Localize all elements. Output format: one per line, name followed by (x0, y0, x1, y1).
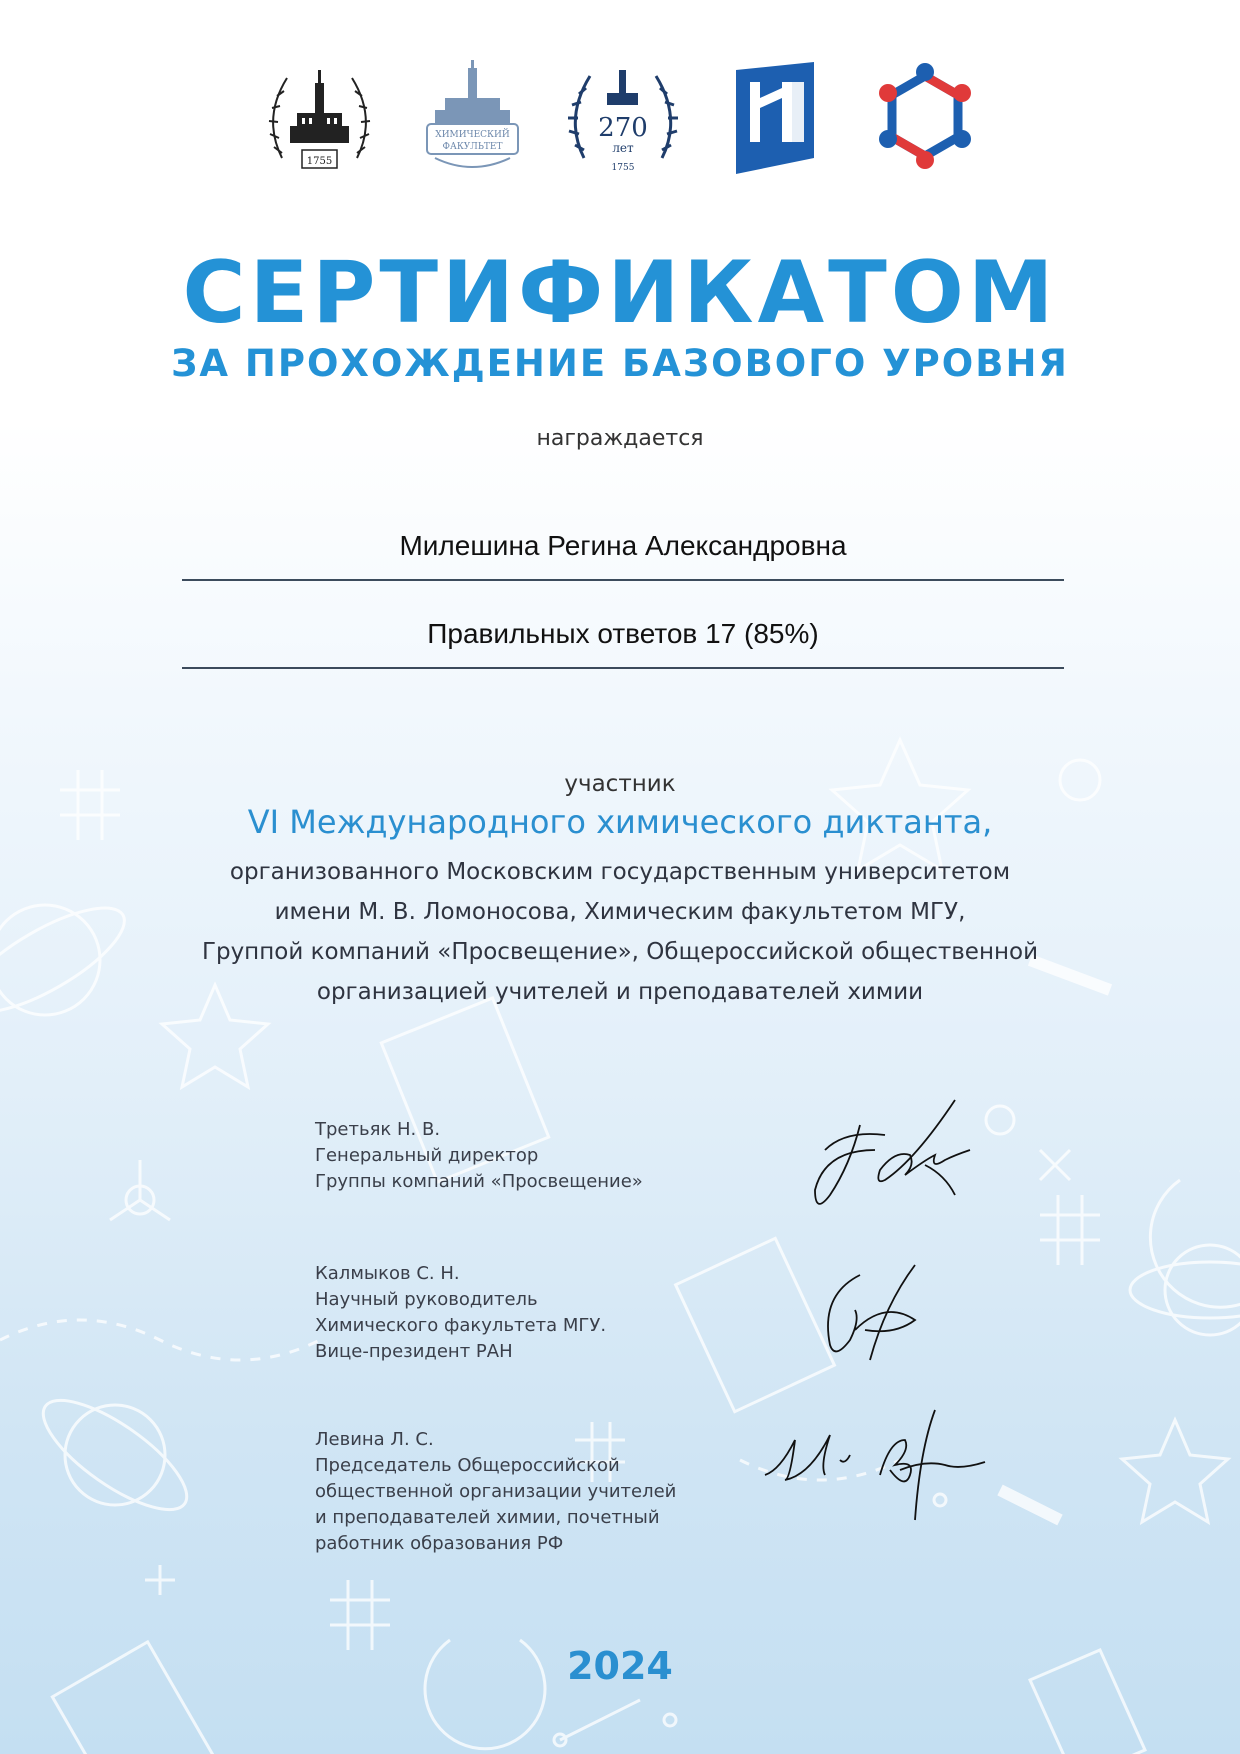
name-underline (182, 579, 1064, 581)
signatory-position: общественной организации учителей (315, 1481, 677, 1502)
organizers-line: организацией учителей и преподавателей химии (316, 979, 924, 1005)
signatory-position: Группы компаний «Просвещение» (315, 1171, 643, 1192)
signature-kalmykov (815, 1260, 935, 1380)
signatory-kalmykov (315, 1261, 606, 1365)
event-name: VI Международного химического диктанта, (247, 803, 993, 841)
signatory-position: Химического факультета МГУ. (315, 1315, 607, 1336)
msu-emblem-logo (262, 58, 377, 178)
svg-text:ФАКУЛЬТЕТ: ФАКУЛЬТЕТ (442, 142, 503, 152)
signatory-tretyak (315, 1117, 643, 1195)
signatory-levina (315, 1427, 676, 1557)
organizers-line: организованного Московским государственным университетом (229, 859, 1011, 885)
score-text: Правильных ответов 17 (85%) (427, 618, 819, 649)
score-underline (182, 667, 1064, 669)
svg-text:270: 270 (598, 113, 648, 143)
signatory-position: и преподавателей химии, почетный (315, 1507, 660, 1528)
organizers-line: имени М. В. Ломоносова, Химическим факультетом МГУ, (274, 899, 966, 925)
signature-tretyak (805, 1095, 980, 1215)
certificate-subtitle: ЗА ПРОХОЖДЕНИЕ БАЗОВОГО УРОВНЯ (171, 342, 1069, 385)
organizers-text (0, 852, 1240, 1012)
signatory-position: Научный руководитель (315, 1289, 538, 1310)
signatory-position: Генеральный директор (315, 1145, 539, 1166)
svg-text:1755: 1755 (611, 163, 635, 173)
participant-label: участник (564, 771, 676, 797)
organizers-line: Группой компаний «Просвещение», Общероссийской общественной (201, 939, 1039, 965)
recipient-name: Милешина Регина Александровна (399, 530, 847, 561)
signatory-name: Калмыков С. Н. (315, 1263, 460, 1284)
certificate-title: СЕРТИФИКАТОМ (182, 243, 1058, 343)
prosveshchenie-logo (730, 58, 820, 178)
chemistry-teachers-organization-logo (870, 58, 980, 178)
svg-text:ХИМИЧЕСКИЙ: ХИМИЧЕСКИЙ (435, 130, 510, 140)
signatory-position: Председатель Общероссийской (315, 1455, 620, 1476)
svg-text:1755: 1755 (306, 156, 333, 167)
svg-text:лет: лет (612, 141, 634, 155)
signatory-name: Третьяк Н. В. (315, 1119, 441, 1140)
certificate-year: 2024 (567, 1644, 673, 1688)
msu-270-years-logo (562, 58, 684, 178)
signature-levina (760, 1400, 990, 1560)
signatory-position: работник образования РФ (315, 1533, 564, 1554)
chemistry-faculty-logo (415, 58, 530, 178)
awarded-label: награждается (536, 426, 704, 451)
signatory-name: Левина Л. С. (315, 1429, 434, 1450)
signatory-position: Вице-президент РАН (315, 1341, 513, 1362)
